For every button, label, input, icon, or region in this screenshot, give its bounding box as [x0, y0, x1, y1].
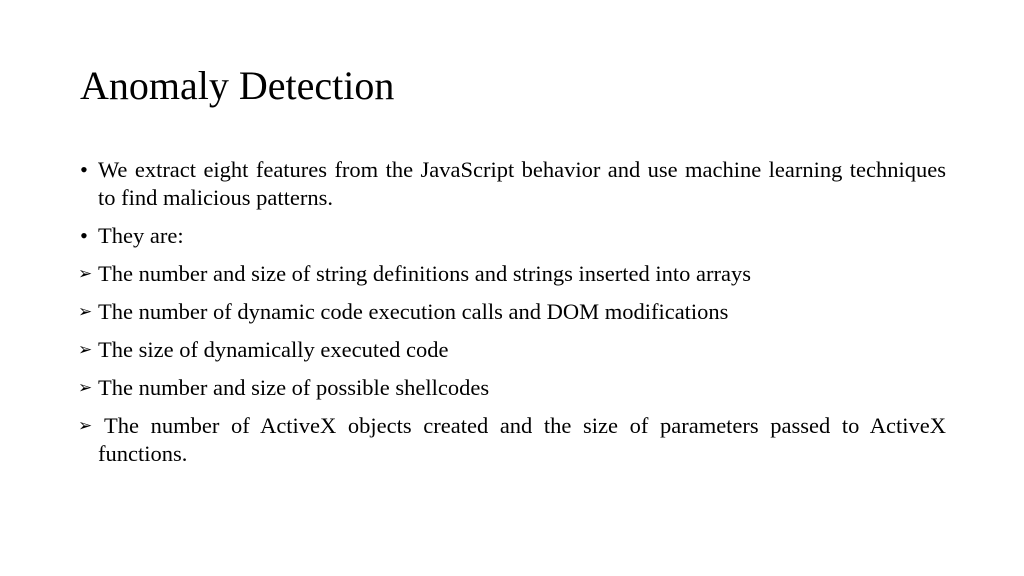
arrow-bullet-icon: ➢ — [78, 302, 93, 322]
bullet-marker: • — [80, 223, 88, 248]
feature-item — [78, 260, 946, 288]
feature-item — [78, 412, 946, 468]
arrow-bullet-icon: ➢ — [78, 378, 93, 398]
bullet-item — [78, 156, 946, 212]
slide-content — [78, 156, 946, 478]
slide-title: Anomaly Detection — [80, 63, 395, 108]
feature-text: The number and size of possible shellcodes — [98, 375, 490, 400]
feature-text: The number and size of string definitions and strings inserted into arrays — [98, 261, 751, 286]
feature-item — [78, 336, 946, 364]
bullet-text: We extract eight features from the JavaScript behavior and use machine learning techniques to find malicious patterns. — [98, 157, 946, 210]
bullet-item — [78, 222, 946, 250]
bullet-text: They are: — [98, 223, 184, 248]
feature-text: The size of dynamically executed code — [98, 337, 449, 362]
arrow-bullet-icon: ➢ — [78, 340, 93, 360]
feature-text: The number of ActiveX objects created and the size of parameters passed to ActiveX functions. — [98, 413, 946, 466]
arrow-bullet-icon: ➢ — [78, 416, 93, 436]
feature-item — [78, 298, 946, 326]
feature-text: The number of dynamic code execution calls and DOM modifications — [98, 299, 729, 324]
bullet-marker: • — [80, 157, 88, 182]
feature-item — [78, 374, 946, 402]
arrow-bullet-icon: ➢ — [78, 264, 93, 284]
